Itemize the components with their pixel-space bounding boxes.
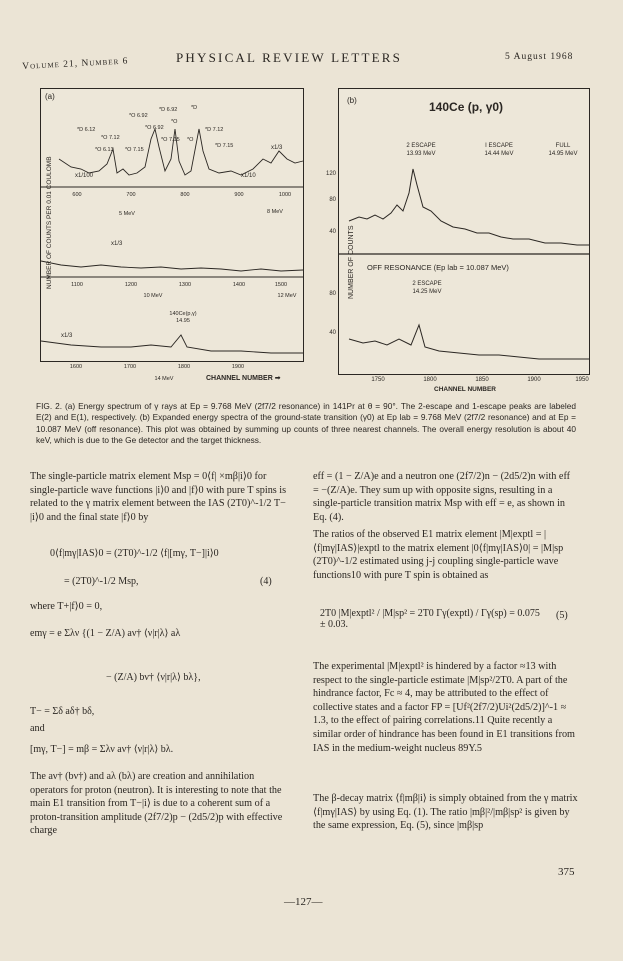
figure-caption: FIG. 2. (a) Energy spectrum of γ rays at Ep = 9.768 MeV (2f7/2 resonance) in 141Pr at θ = 90°. The 2-escape and 1-escape peaks are labeled E(2) and E(1), respectively. (b) Expanded energy spectra of the ground-state transition (γ0) at Ep lab = 9.768 MeV (2f7/2 resonance) and at Ep = 10.087 MeV (off resonance). This plot was obtained by summing up counts of three nearest channels. The overall energy resolution is about 40 keV, which is due to the Ge detector and the target thickness. [36, 401, 576, 446]
escape-name: 2 ESCAPE [412, 281, 442, 287]
escape-energy: 13.93 MeV [406, 151, 436, 157]
issue-date: 5 August 1968 [505, 52, 574, 62]
equation-4-number: (4) [260, 576, 272, 587]
panel-b-title: 140Ce (p, γ0) [429, 100, 504, 114]
panel-b-xlabel: CHANNEL NUMBER [434, 386, 496, 393]
scale-label: x1/3 [61, 333, 73, 339]
x-tick: 1800 [423, 377, 437, 383]
escape-energy: 14.44 MeV [484, 151, 514, 157]
arrow-label: 12 MeV [277, 293, 297, 299]
equation-5: 2T0 |M|exptl² / |M|sp² = 2T0 Γγ(exptl) / Γγ(sp) = 0.075 ± 0.03. [320, 608, 540, 630]
peak-label: *O 7.15 [161, 137, 180, 143]
right-para-2: The ratios of the observed E1 matrix element |M|exptl = |⟨f|mγ|IAS⟩|exptl to the matrix element |0⟨f|mγ|IAS⟩0| = |M|sp (2T0)^-1/2 estimated using j-j coupling single-particle wave functions10 with pure T spin is obtained as [313, 529, 564, 581]
scale-label: x1/10 [241, 173, 256, 179]
panel-a-plot [41, 89, 303, 361]
panel-a-footer [40, 360, 310, 390]
arrow-label: 10 MeV [143, 293, 163, 299]
escape-name: 2 ESCAPE [406, 143, 436, 149]
panel-a-xlabel: CHANNEL NUMBER ➡ [206, 375, 281, 382]
escape-name: FULL [555, 143, 571, 149]
equation-4a: 0⟨f|mγ|IAS⟩0 = (2T0)^-1/2 ⟨f|[mγ, T−]|i⟩0 [50, 548, 219, 559]
tick-label: 1300 [178, 282, 192, 288]
peak-label: *O 6.13 [95, 147, 114, 153]
panel-b-spectrum [325, 88, 590, 375]
tick-label: 700 [126, 192, 136, 198]
right-para-1: eff = (1 − Z/A)e and a neutron one (2f7/2)n − (2d5/2)n with eff = −(Z/A)e. They sum up with opposite signs, resulting in a single-particle transition matrix Msp with eff = e, as shown in Eq. (4). [313, 471, 571, 523]
panel-a-label: (a) [45, 92, 55, 101]
arrow-label: 5 MeV [119, 211, 135, 217]
journal-title: PHYSICAL REVIEW LETTERS [176, 50, 403, 65]
off-resonance-label: OFF RESONANCE (Ep lab = 10.087 MeV) [367, 263, 509, 272]
tick-label: 1800 [177, 364, 191, 370]
left-para-2: The aν† (bν†) and aλ (bλ) are creation and annihilation operators for proton (neutron). It is interesting to note that the main E1 transition from T−|i⟩ is due to a coherent sum of a proton-transition amplitude (2f7/2)p − (2d5/2)p with effective charge [30, 771, 283, 837]
volume-number: Volume 21, Number 6 [22, 56, 129, 72]
panel-a-ylabel: NUMBER OF COUNTS PER 0.01 COULOMB [46, 156, 53, 289]
equation-commutator: [mγ, T−] = mβ = Σλν aν† ⟨ν|r|λ⟩ bλ. [30, 744, 174, 755]
arrow-label: 14.95 [176, 318, 190, 324]
peak-label: *O 7.12 [101, 135, 120, 141]
tick-label: 600 [72, 192, 82, 198]
and-text: and [30, 723, 45, 734]
peak-label: *O 6.92 [145, 125, 164, 131]
equation-em-1: emγ = e Σλν {(1 − Z/A) aν† ⟨ν|r|λ⟩ aλ [30, 628, 181, 639]
escape-name: I ESCAPE [485, 143, 513, 149]
peak-label: *O [171, 119, 178, 125]
scale-label: x1/3 [111, 241, 123, 247]
right-para-3: The experimental |M|exptl² is hindered by a factor ≈13 with respect to the single-particle estimate |M|sp²/2T0. A part of the hindrance factor, Fc ≈ 4, may be attributed to the effect of collective states and a factor FP = [Uf²(2f7/2)Ui²(2d5/2)]^-1 ≈ 1.3, to the effect of pairing correlations.11 Quite recently a similar order of hindrance has been found in E1 transitions from IAS in the medium-weight nucleus 89Y.5 [313, 661, 575, 754]
tick-label: 1000 [278, 192, 292, 198]
left-para-1: The single-particle matrix element Msp = 0⟨f| ×mβ|i⟩0 for single-particle wave functions |i⟩0 and |f⟩0 with pure T spins is related to the γ matrix element between the IAS (2T0)^-1/2 T− |i⟩0 and the final state |f⟩0 by [30, 471, 287, 523]
scale-label: x1/100 [75, 173, 94, 179]
arrow-label: 140Ce(p,γ) [169, 311, 197, 317]
x-tick: 1950 [575, 377, 589, 383]
peak-label: *D 7.12 [205, 127, 224, 133]
y-tick: 40 [329, 330, 336, 336]
where-text: where T+|f⟩0 = 0, [30, 601, 103, 612]
x-tick: 1900 [527, 377, 541, 383]
page-number: 375 [558, 866, 575, 878]
figure-2 [28, 78, 588, 396]
panel-b-ylabel: NUMBER OF COUNTS [348, 225, 355, 299]
tick-label: 800 [180, 192, 190, 198]
tick-label: 1600 [69, 364, 83, 370]
x-tick: 1850 [475, 377, 489, 383]
peak-label: *D 7.15 [215, 143, 234, 149]
panel-b-footer [338, 373, 598, 397]
x-tick: 1750 [371, 377, 385, 383]
tick-label: 1200 [124, 282, 138, 288]
archive-stamp: —127— [284, 896, 323, 908]
arrow-label: 8 MeV [267, 209, 283, 215]
arrow-label: 14 MeV [154, 376, 174, 382]
panel-a-spectrum [40, 88, 304, 362]
panel-b-label: (b) [347, 96, 357, 105]
scale-label: x1/3 [271, 145, 283, 151]
escape-energy: 14.95 MeV [548, 151, 578, 157]
peak-label: *D 6.92 [159, 107, 178, 113]
equation-t-minus: T− = Σδ aδ† bδ, [30, 706, 95, 717]
equation-em-2: − (Z/A) bν† ⟨ν|r|λ⟩ bλ}, [106, 672, 201, 683]
right-para-4: The β-decay matrix ⟨f|mβ|i⟩ is simply obtained from the γ matrix ⟨f|mγ|IAS⟩ by using Eq. (1). The ratio |mβ|²/|mβ|sp² is given by the same expression, Eq. (5), since |mβ|sp [313, 793, 578, 832]
panel-b-plot [325, 89, 589, 374]
tick-label: 1700 [123, 364, 137, 370]
y-tick: 80 [329, 197, 336, 203]
peak-label: *O [187, 137, 194, 143]
peak-label: *O 6.92 [129, 113, 148, 119]
y-tick: 80 [329, 291, 336, 297]
tick-label: 1500 [274, 282, 288, 288]
tick-label: 1400 [232, 282, 246, 288]
tick-label: 900 [234, 192, 244, 198]
tick-label: 1900 [231, 364, 245, 370]
tick-label: 1100 [71, 282, 83, 288]
peak-label: *O 7.15 [125, 147, 144, 153]
equation-4b: = (2T0)^-1/2 Msp, [64, 576, 139, 587]
peak-label: *D 6.12 [77, 127, 96, 133]
y-tick: 120 [325, 171, 336, 177]
escape-energy: 14.25 MeV [412, 289, 442, 295]
peak-label: *D [191, 105, 198, 111]
y-tick: 40 [329, 229, 336, 235]
equation-5-number: (5) [556, 610, 568, 621]
